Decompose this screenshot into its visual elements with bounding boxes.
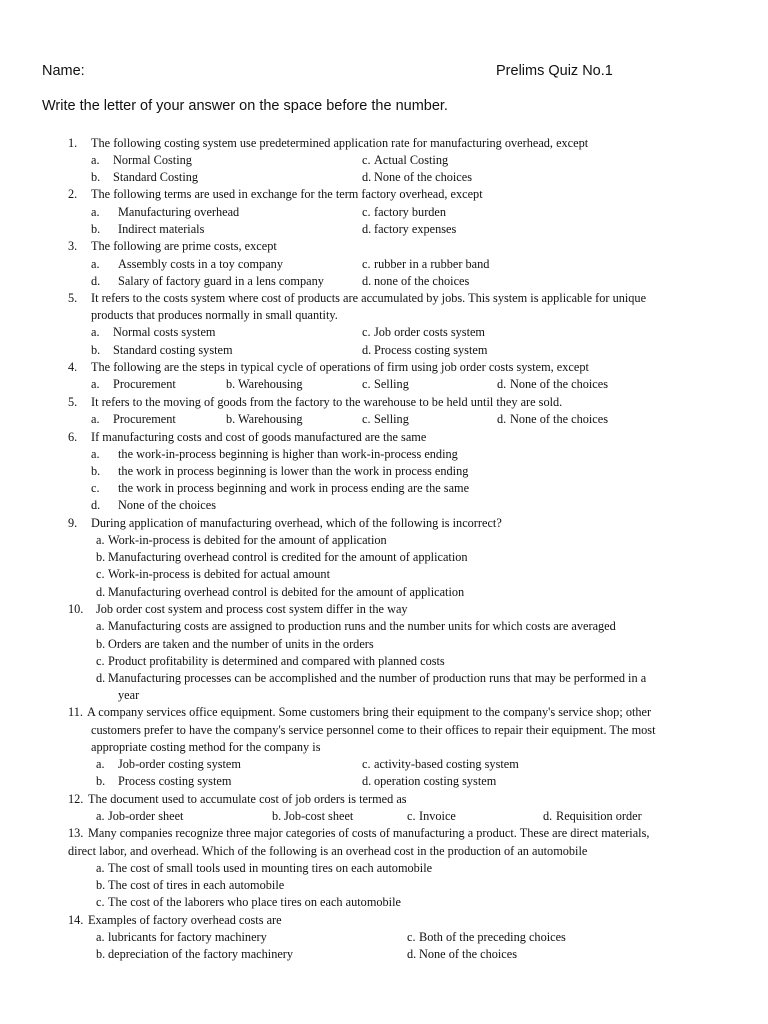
choice-letter: c. [407,930,416,944]
question-number: 9. [68,516,78,530]
question-number: 11. [68,705,83,719]
choice-letter: c. [362,757,371,771]
choice-text: Normal Costing [113,153,192,167]
choice-text: Assembly costs in a toy company [118,257,283,271]
choice-letter: c. [91,481,100,495]
choice-text: Standard costing system [113,343,233,357]
choice-text: depreciation of the factory machinery [108,947,294,961]
question-text: The following costing system use predetermined application rate for manufacturing overhead, except [91,136,589,150]
question-text: The following are the steps in typical cycle of operations of firm using job order costs system, except [91,360,589,374]
choice-text: the work-in-process beginning is higher than work-in-process ending [118,447,458,461]
question-number: 10. [68,602,84,616]
choice-letter: b. [226,412,236,426]
choice-letter: b. [272,809,282,823]
choice-text: None of the choices [510,412,608,426]
question-text: It refers to the costs system where cost of products are accumulated by jobs. This system is applicable for unique [91,291,647,305]
choice-letter: b. [96,878,106,892]
choice-letter: a. [96,757,105,771]
choice-text: None of the choices [510,377,608,391]
question-number: 5. [68,291,78,305]
choice-text: Job-cost sheet [284,809,354,823]
choice-letter: a. [96,861,105,875]
choice-text: The cost of the laborers who place tires on each automobile [108,895,401,909]
choice-text: Standard Costing [113,170,199,184]
choice-letter: a. [91,412,100,426]
choice-text: operation costing system [374,774,497,788]
question-text: A company services office equipment. Some customers bring their equipment to the company's service shop; other [87,705,652,719]
question-text: appropriate costing method for the company is [91,740,321,754]
question-text: Many companies recognize three major categories of costs of manufacturing a product. These are direct materials, [88,826,650,840]
choice-letter: d. [497,412,507,426]
choice-letter: d. [96,671,106,685]
choice-letter: c. [362,377,371,391]
choice-text: Invoice [419,809,456,823]
choice-text: Normal costs system [113,325,216,339]
choice-letter: c. [362,412,371,426]
choice-letter: a. [96,930,105,944]
choice-text: Process costing system [118,774,232,788]
choice-text: Manufacturing overhead [118,205,240,219]
choice-text: Procurement [113,412,176,426]
choice-text: Manufacturing costs are assigned to production runs and the number units for which costs are averaged [108,619,616,633]
choice-letter: d. [362,170,372,184]
choice-letter: a. [96,809,105,823]
choice-letter: c. [407,809,416,823]
choice-text: Both of the preceding choices [419,930,566,944]
choice-text: Orders are taken and the number of units in the orders [108,637,374,651]
choice-letter: b. [91,464,101,478]
choice-text: Warehousing [238,412,303,426]
choice-text: Selling [374,377,409,391]
choice-letter: a. [91,447,100,461]
choice-text: Indirect materials [118,222,205,236]
question-text: Job order cost system and process cost system differ in the way [96,602,408,616]
choice-letter: b. [96,550,106,564]
choice-text: None of the choices [374,170,472,184]
question-text: customers prefer to have the company's service personnel come to their offices to repair their equipment. The most [91,723,656,737]
question-text: If manufacturing costs and cost of goods manufactured are the same [91,430,427,444]
question-text: The document used to accumulate cost of job orders is termed as [88,792,407,806]
choice-text: None of the choices [419,947,517,961]
choice-text: the work in process beginning and work in process ending are the same [118,481,470,495]
choice-letter: b. [91,222,101,236]
choice-text: Job order costs system [374,325,486,339]
question-text: direct labor, and overhead. Which of the following is an overhead cost in the production of an automobile [68,844,588,858]
choice-letter: d. [362,222,372,236]
choice-text: Manufacturing overhead control is debited for the amount of application [108,585,465,599]
choice-letter: c. [96,654,105,668]
choice-letter: a. [91,377,100,391]
choice-letter: a. [91,153,100,167]
choice-text: Selling [374,412,409,426]
name-label: Name: [42,63,85,79]
question-number: 4. [68,360,78,374]
choice-text: factory expenses [374,222,457,236]
choice-text: lubricants for factory machinery [108,930,267,944]
question-text: The following are prime costs, except [91,239,277,253]
instruction: Write the letter of your answer on the space before the number. [42,98,448,114]
choice-text: The cost of small tools used in mounting tires on each automobile [108,861,433,875]
choice-letter: c. [96,895,105,909]
choice-text: Work-in-process is debited for actual amount [108,567,330,581]
choice-letter: d. [91,274,101,288]
choice-text: Product profitability is determined and compared with planned costs [108,654,445,668]
choice-text: Manufacturing overhead control is credited for the amount of application [108,550,468,564]
choice-text: factory burden [374,205,447,219]
choice-letter: d. [362,343,372,357]
quiz-title: Prelims Quiz No.1 [496,63,613,79]
choice-text: Work-in-process is debited for the amount of application [108,533,387,547]
choice-text-continued: year [118,688,140,702]
choice-letter: c. [96,567,105,581]
choice-letter: a. [96,533,105,547]
choice-letter: b. [96,774,106,788]
question-number: 1. [68,136,78,150]
question-text: products that produces normally in small quantity. [91,308,338,322]
question-text: During application of manufacturing overhead, which of the following is incorrect? [91,516,502,530]
choice-letter: d. [362,274,372,288]
choice-text: none of the choices [374,274,470,288]
choice-text: Requisition order [556,809,642,823]
choice-letter: d. [91,498,101,512]
choice-letter: a. [91,325,100,339]
choice-letter: b. [91,170,101,184]
choice-letter: c. [362,257,371,271]
choice-text: the work in process beginning is lower than the work in process ending [118,464,469,478]
choice-letter: d. [407,947,417,961]
question-number: 2. [68,187,78,201]
choice-text: None of the choices [118,498,216,512]
choice-letter: c. [362,205,371,219]
choice-letter: d. [362,774,372,788]
choice-letter: a. [96,619,105,633]
choice-text: Warehousing [238,377,303,391]
choice-letter: c. [362,153,371,167]
choice-letter: d. [543,809,553,823]
choice-text: Job-order sheet [108,809,184,823]
choice-letter: d. [96,585,106,599]
choice-text: Procurement [113,377,176,391]
choice-letter: a. [91,257,100,271]
question-number: 5. [68,395,78,409]
choice-letter: a. [91,205,100,219]
question-number: 13. [68,826,84,840]
question-number: 12. [68,792,84,806]
choice-text: Process costing system [374,343,488,357]
choice-letter: b. [91,343,101,357]
choice-letter: c. [362,325,371,339]
choice-letter: b. [96,947,106,961]
choice-text: Manufacturing processes can be accomplished and the number of production runs that may be performed in a [108,671,647,685]
question-text: The following terms are used in exchange for the term factory overhead, except [91,187,483,201]
choice-letter: b. [96,637,106,651]
choice-text: Actual Costing [374,153,449,167]
choice-letter: b. [226,377,236,391]
question-text: It refers to the moving of goods from the factory to the warehouse to be held until they are sold. [91,395,563,409]
question-number: 3. [68,239,78,253]
choice-letter: d. [497,377,507,391]
choice-text: rubber in a rubber band [374,257,490,271]
choice-text: Salary of factory guard in a lens company [118,274,324,288]
question-number: 14. [68,913,84,927]
choice-text: The cost of tires in each automobile [108,878,285,892]
question-text: Examples of factory overhead costs are [88,913,282,927]
choice-text: activity-based costing system [374,757,519,771]
question-number: 6. [68,430,78,444]
choice-text: Job-order costing system [118,757,241,771]
